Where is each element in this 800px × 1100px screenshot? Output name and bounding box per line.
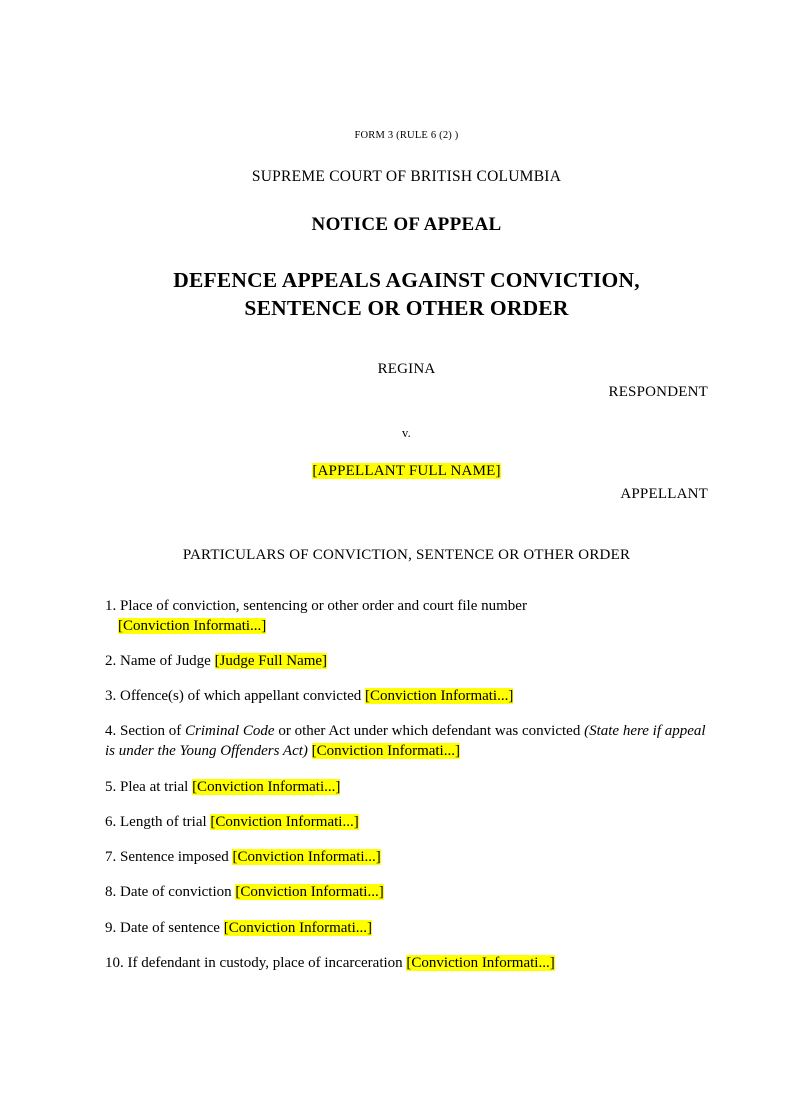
particular-item-9 bbox=[105, 919, 708, 939]
item-number-8: 8. bbox=[105, 884, 117, 901]
item-label-7: Sentence imposed bbox=[120, 849, 229, 866]
item-label-4-part2: or other Act under which defendant was convicted bbox=[274, 723, 585, 740]
item-placeholder-5[interactable]: [Conviction Informati...] bbox=[192, 778, 341, 795]
item-number-10: 10. bbox=[105, 955, 124, 972]
form-number: FORM 3 (RULE 6 (2) ) bbox=[354, 130, 459, 141]
appellant-role-label: APPELLANT bbox=[620, 485, 708, 502]
item-label-5: Plea at trial bbox=[120, 778, 189, 795]
particulars-heading: PARTICULARS OF CONVICTION, SENTENCE OR OTHER ORDER bbox=[182, 546, 631, 563]
document-subtitle-line-1: DEFENCE APPEALS AGAINST CONVICTION, bbox=[173, 268, 640, 292]
parties-block bbox=[105, 361, 708, 503]
appellant-name-row bbox=[105, 463, 708, 480]
item-number-4: 4. bbox=[105, 723, 117, 740]
court-name: SUPREME COURT OF BRITISH COLUMBIA bbox=[251, 168, 562, 185]
document-content-column bbox=[105, 0, 708, 989]
item-label-1: Place of conviction, sentencing or other order and court file number bbox=[120, 597, 527, 614]
item-number-6: 6. bbox=[105, 813, 117, 830]
particular-item-8 bbox=[105, 883, 708, 903]
item-label-8: Date of conviction bbox=[120, 884, 232, 901]
item-number-7: 7. bbox=[105, 849, 117, 866]
respondent-name: REGINA bbox=[377, 360, 436, 377]
item-number-3: 3. bbox=[105, 688, 117, 705]
particular-item-4 bbox=[105, 722, 708, 762]
item-placeholder-3[interactable]: [Conviction Informati...] bbox=[365, 688, 514, 705]
item-label-4-italic1: Criminal Code bbox=[185, 723, 275, 740]
item-label-6: Length of trial bbox=[120, 813, 207, 830]
appellant-name-placeholder[interactable]: [APPELLANT FULL NAME] bbox=[312, 462, 501, 479]
particular-item-1 bbox=[105, 597, 708, 637]
item-label-2: Name of Judge bbox=[120, 652, 211, 669]
item-label-10: If defendant in custody, place of incarceration bbox=[127, 955, 403, 972]
item-number-5: 5. bbox=[105, 778, 117, 795]
particular-item-2 bbox=[105, 652, 708, 672]
item-label-4-part1: Section of bbox=[120, 723, 185, 740]
document-subtitle bbox=[105, 266, 708, 323]
item-placeholder-8[interactable]: [Conviction Informati...] bbox=[235, 884, 384, 901]
item-label-4-italic2: (State here if appeal is under the Young Offenders Act) bbox=[105, 723, 706, 760]
item-label-3: Offence(s) of which appellant convicted bbox=[120, 688, 362, 705]
item-placeholder-6[interactable]: [Conviction Informati...] bbox=[210, 813, 359, 830]
respondent-role-label: RESPONDENT bbox=[608, 383, 708, 400]
item-label-9: Date of sentence bbox=[120, 919, 220, 936]
item-placeholder-10[interactable]: [Conviction Informati...] bbox=[406, 955, 555, 972]
item-placeholder-4[interactable]: [Conviction Informati...] bbox=[311, 743, 460, 760]
item-placeholder-1[interactable]: [Conviction Informati...] bbox=[118, 617, 267, 634]
particulars-list bbox=[105, 597, 708, 974]
item-placeholder-2[interactable]: [Judge Full Name] bbox=[214, 652, 328, 669]
item-placeholder-9[interactable]: [Conviction Informati...] bbox=[223, 919, 373, 936]
particular-item-6 bbox=[105, 813, 708, 833]
document-subtitle-line-2: SENTENCE OR OTHER ORDER bbox=[244, 296, 569, 321]
item-number-1: 1. bbox=[105, 597, 117, 614]
particular-item-5 bbox=[105, 778, 708, 798]
particular-item-10 bbox=[105, 954, 708, 974]
particular-item-7 bbox=[105, 848, 708, 868]
document-title: NOTICE OF APPEAL bbox=[311, 214, 502, 235]
item-number-2: 2. bbox=[105, 652, 117, 669]
item-placeholder-7[interactable]: [Conviction Informati...] bbox=[232, 849, 381, 866]
item-number-9: 9. bbox=[105, 919, 117, 936]
particular-item-3 bbox=[105, 687, 708, 707]
versus-label: v. bbox=[402, 425, 411, 440]
